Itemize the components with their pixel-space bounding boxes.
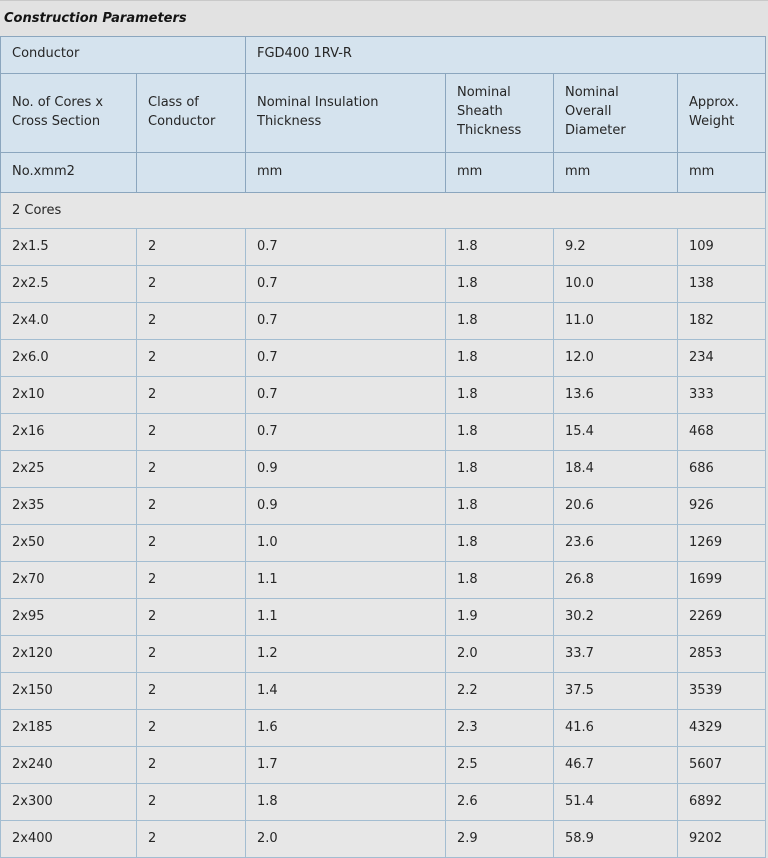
table-cell: 0.7	[246, 228, 446, 265]
column-header-3: Nominal Sheath Thickness	[446, 73, 554, 152]
table-cell: 1.8	[446, 450, 554, 487]
table-cell: 2	[137, 265, 246, 302]
table-cell: 2	[137, 598, 246, 635]
column-header-1: Class of Conductor	[137, 73, 246, 152]
table-cell: 15.4	[554, 413, 678, 450]
table-body	[1, 192, 766, 857]
table-cell: 2	[137, 376, 246, 413]
table-cell: 1.8	[446, 228, 554, 265]
column-header-0: No. of Cores x Cross Section	[1, 73, 137, 152]
table-cell: 2.5	[446, 746, 554, 783]
table-cell: 2	[137, 339, 246, 376]
column-header-4: Nominal Overall Diameter	[554, 73, 678, 152]
table-cell: 46.7	[554, 746, 678, 783]
table-cell: 51.4	[554, 783, 678, 820]
table-cell: 2x240	[1, 746, 137, 783]
table-cell: 12.0	[554, 339, 678, 376]
column-header-row	[1, 73, 766, 152]
table-cell: 6892	[678, 783, 766, 820]
construction-parameters-table	[0, 36, 766, 858]
table-cell: 5607	[678, 746, 766, 783]
table-cell: 2	[137, 635, 246, 672]
table-cell: 0.7	[246, 376, 446, 413]
conductor-row	[1, 36, 766, 73]
table-cell: 10.0	[554, 265, 678, 302]
table-cell: 0.7	[246, 265, 446, 302]
table-cell: 26.8	[554, 561, 678, 598]
table-cell: 1.0	[246, 524, 446, 561]
table-row	[1, 339, 766, 376]
table-cell: 1.8	[446, 487, 554, 524]
table-cell: 0.9	[246, 450, 446, 487]
table-cell: 37.5	[554, 672, 678, 709]
table-row	[1, 450, 766, 487]
table-cell: 2853	[678, 635, 766, 672]
table-cell: 1.1	[246, 598, 446, 635]
unit-cell-3: mm	[446, 152, 554, 192]
table-cell: 2x6.0	[1, 339, 137, 376]
table-cell: 2x95	[1, 598, 137, 635]
table-cell: 2x16	[1, 413, 137, 450]
table-cell: 30.2	[554, 598, 678, 635]
section-row	[1, 192, 766, 228]
table-cell: 1.4	[246, 672, 446, 709]
table-row	[1, 672, 766, 709]
table-cell: 4329	[678, 709, 766, 746]
table-cell: 1.8	[446, 339, 554, 376]
table-cell: 2.9	[446, 820, 554, 857]
table-cell: 2x10	[1, 376, 137, 413]
table-cell: 41.6	[554, 709, 678, 746]
table-cell: 2x400	[1, 820, 137, 857]
table-cell: 234	[678, 339, 766, 376]
table-cell: 926	[678, 487, 766, 524]
units-row	[1, 152, 766, 192]
table-cell: 2x25	[1, 450, 137, 487]
table-cell: 1.8	[446, 561, 554, 598]
table-cell: 1.8	[446, 524, 554, 561]
conductor-label-cell: Conductor	[1, 36, 246, 73]
page-title: Construction Parameters	[4, 11, 187, 26]
table-row	[1, 265, 766, 302]
table-row	[1, 820, 766, 857]
table-row	[1, 561, 766, 598]
table-cell: 20.6	[554, 487, 678, 524]
table-cell: 2	[137, 561, 246, 598]
table-cell: 2	[137, 709, 246, 746]
table-cell: 2x120	[1, 635, 137, 672]
table-cell: 1.9	[446, 598, 554, 635]
table-cell: 468	[678, 413, 766, 450]
table-cell: 1.8	[446, 265, 554, 302]
table-row	[1, 302, 766, 339]
column-header-2: Nominal Insulation Thickness	[246, 73, 446, 152]
table-cell: 0.7	[246, 302, 446, 339]
table-cell: 2	[137, 413, 246, 450]
table-cell: 2	[137, 228, 246, 265]
table-cell: 13.6	[554, 376, 678, 413]
column-header-5: Approx. Weight	[678, 73, 766, 152]
table-cell: 33.7	[554, 635, 678, 672]
table-cell: 1.8	[246, 783, 446, 820]
table-cell: 2.3	[446, 709, 554, 746]
table-cell: 2x150	[1, 672, 137, 709]
table-cell: 2.0	[446, 635, 554, 672]
table-cell: 0.7	[246, 339, 446, 376]
table-cell: 1.8	[446, 302, 554, 339]
table-cell: 2x70	[1, 561, 137, 598]
table-cell: 1.1	[246, 561, 446, 598]
table-row	[1, 635, 766, 672]
table-cell: 1.2	[246, 635, 446, 672]
table-cell: 2	[137, 820, 246, 857]
table-cell: 2.2	[446, 672, 554, 709]
table-cell: 2	[137, 672, 246, 709]
table-cell: 2x50	[1, 524, 137, 561]
unit-cell-4: mm	[554, 152, 678, 192]
table-cell: 2	[137, 524, 246, 561]
section-label: 2 Cores	[1, 192, 766, 228]
conductor-value-cell: FGD400 1RV-R	[246, 36, 766, 73]
table-cell: 2x35	[1, 487, 137, 524]
table-cell: 2x185	[1, 709, 137, 746]
table-cell: 3539	[678, 672, 766, 709]
table-cell: 138	[678, 265, 766, 302]
table-row	[1, 783, 766, 820]
table-row	[1, 746, 766, 783]
table-cell: 333	[678, 376, 766, 413]
table-row	[1, 376, 766, 413]
table-cell: 1.8	[446, 376, 554, 413]
table-row	[1, 228, 766, 265]
table-row	[1, 598, 766, 635]
table-cell: 2.0	[246, 820, 446, 857]
table-cell: 2x2.5	[1, 265, 137, 302]
table-row	[1, 709, 766, 746]
table-cell: 23.6	[554, 524, 678, 561]
table-cell: 2	[137, 487, 246, 524]
unit-cell-2: mm	[246, 152, 446, 192]
table-cell: 9202	[678, 820, 766, 857]
table-cell: 2269	[678, 598, 766, 635]
table-cell: 0.9	[246, 487, 446, 524]
table-cell: 109	[678, 228, 766, 265]
table-cell: 2	[137, 783, 246, 820]
table-cell: 2	[137, 450, 246, 487]
table-cell: 2x300	[1, 783, 137, 820]
table-row	[1, 413, 766, 450]
table-row	[1, 487, 766, 524]
table-cell: 1.6	[246, 709, 446, 746]
table-cell: 1.7	[246, 746, 446, 783]
unit-cell-1	[137, 152, 246, 192]
table-cell: 2x1.5	[1, 228, 137, 265]
table-cell: 1699	[678, 561, 766, 598]
table-cell: 58.9	[554, 820, 678, 857]
table-cell: 1.8	[446, 413, 554, 450]
table-cell: 182	[678, 302, 766, 339]
table-cell: 2.6	[446, 783, 554, 820]
table-row	[1, 524, 766, 561]
unit-cell-5: mm	[678, 152, 766, 192]
table-cell: 18.4	[554, 450, 678, 487]
unit-cell-0: No.xmm2	[1, 152, 137, 192]
table-cell: 2x4.0	[1, 302, 137, 339]
table-cell: 2	[137, 746, 246, 783]
table-cell: 1269	[678, 524, 766, 561]
table-cell: 9.2	[554, 228, 678, 265]
table-cell: 0.7	[246, 413, 446, 450]
table-cell: 11.0	[554, 302, 678, 339]
table-cell: 2	[137, 302, 246, 339]
table-cell: 686	[678, 450, 766, 487]
